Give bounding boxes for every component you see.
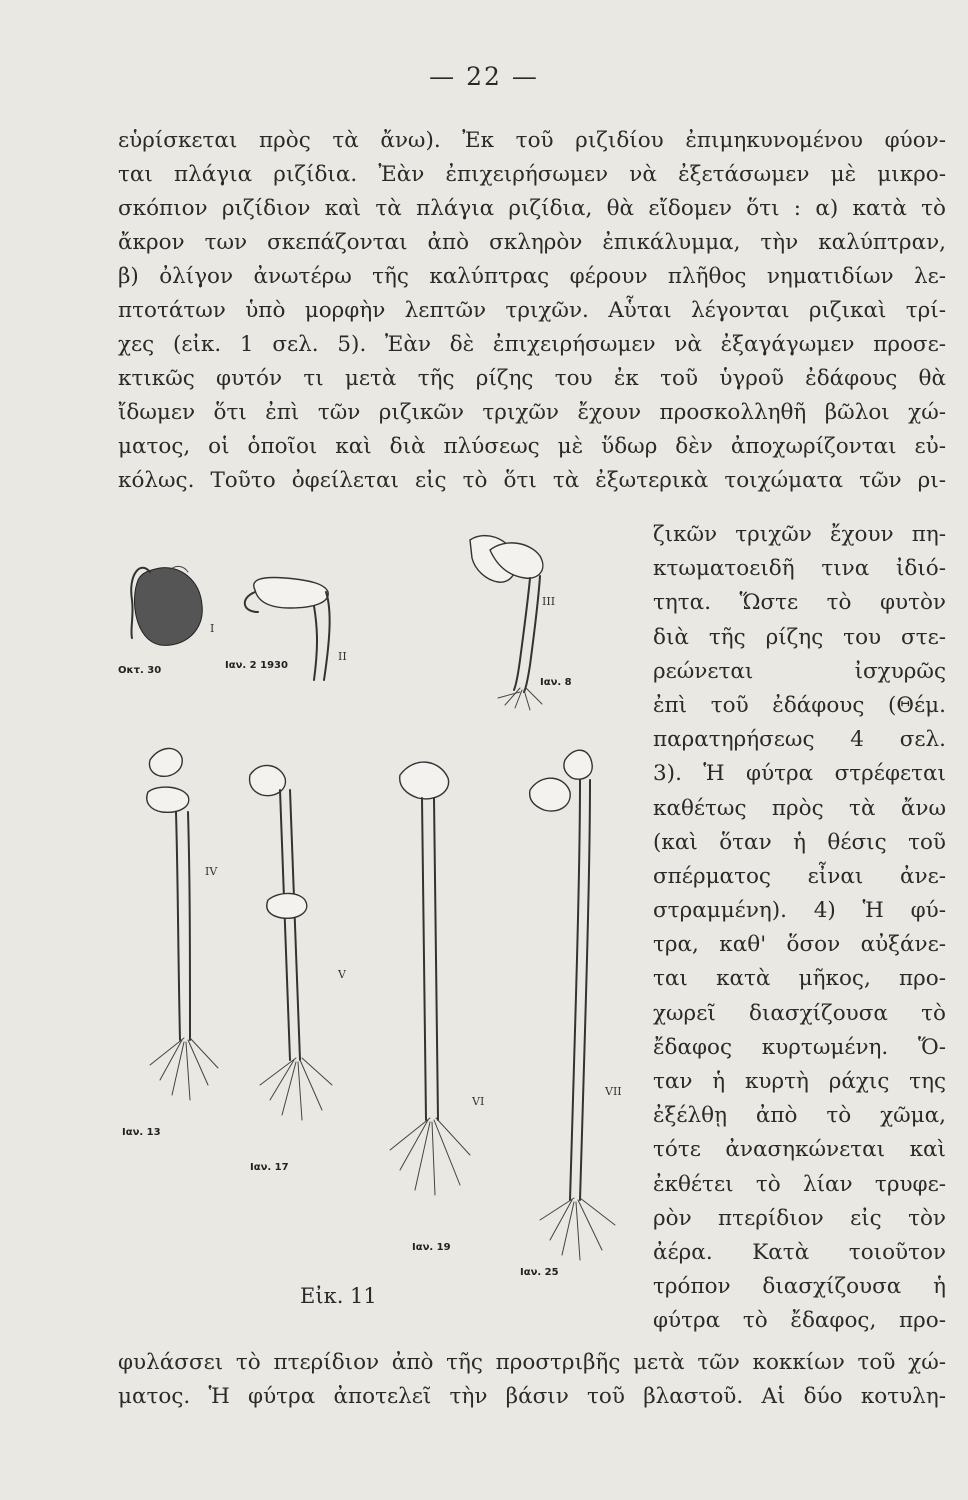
text-line: ρὸν πτερίδιον εἰς τὸν xyxy=(653,1205,946,1231)
text-line: ζικῶν τριχῶν ἔχουν πη- xyxy=(653,522,946,547)
top-paragraph xyxy=(118,124,946,498)
stage-label: III xyxy=(542,595,556,608)
text-line: β) ὀλίγον ἀνωτέρω τῆς καλύπτρας φέρουν πλῆθος νηματιδίων λε- xyxy=(118,264,946,289)
date-label: Ιαν. 17 xyxy=(250,1162,289,1173)
text-line: ματος, οἱ ὁποῖοι καὶ διὰ πλύσεως μὲ ὕδωρ δὲν ἀποχωρίζονται εὐ- xyxy=(118,434,946,459)
text-line: κτωματοειδῆ τινα ἰδιό- xyxy=(653,556,946,582)
text-line: εὑρίσκεται πρὸς τὰ ἄνω). Ἐκ τοῦ ριζιδίου ἐπιμηκυνομένου φύον- xyxy=(118,128,946,153)
text-line: (καὶ ὅταν ἡ θέσις τοῦ xyxy=(653,829,946,855)
text-line: τητα. Ὥστε τὸ φυτὸν xyxy=(653,590,946,616)
text-line: ἴδωμεν ὅτι ἐπὶ τῶν ριζικῶν τριχῶν ἔχουν προσκολληθῆ βῶλοι χώ- xyxy=(118,400,946,425)
page-number: — 22 — xyxy=(429,62,539,91)
text-line: φυλάσσει τὸ πτερίδιον ἀπὸ τῆς προστριβῆς μετὰ τῶν κοκκίων τοῦ χώ- xyxy=(118,1350,946,1375)
text-line: κόλως. Τοῦτο ὀφείλεται εἰς τὸ ὅτι τὰ ἐξωτερικὰ τοιχώματα τῶν ρι- xyxy=(118,468,946,493)
side-column-text xyxy=(653,518,946,1339)
text-line: χωρεῖ διασχίζουσα τὸ xyxy=(653,1000,946,1026)
date-label: Ιαν. 25 xyxy=(520,1267,559,1278)
stage-label: I xyxy=(210,622,215,635)
date-label: Ιαν. 13 xyxy=(122,1127,161,1138)
text-line: χες (εἰκ. 1 σελ. 5). Ἐὰν δὲ ἐπιχειρήσωμεν νὰ ἐξαγάγωμεν προσε- xyxy=(118,332,946,357)
figure-caption: Εἰκ. 11 xyxy=(300,1284,377,1308)
text-line: φύτρα τὸ ἔδαφος, προ- xyxy=(653,1308,946,1334)
seedling-stage-7 xyxy=(520,750,622,1278)
text-line: πτοτάτων ὑπὸ μορφὴν λεπτῶν τριχῶν. Αὗται λέγονται ριζικαὶ τρί- xyxy=(118,298,946,323)
seedling-figure xyxy=(110,520,635,1280)
text-line: ρεώνεται ἰσχυρῶς xyxy=(653,658,946,684)
stage-label: II xyxy=(338,650,347,663)
text-line: ἐκθέτει τὸ λίαν τρυφε- xyxy=(653,1171,946,1197)
text-line: σκόπιον ριζίδιον καὶ τὰ πλάγια ριζίδια, θὰ εἴδομεν ὅτι : α) κατὰ τὸ xyxy=(118,196,946,221)
text-line: τότε ἀνασηκώνεται καὶ xyxy=(653,1137,946,1163)
stage-label: IV xyxy=(205,865,218,878)
seedling-stage-6 xyxy=(390,762,484,1253)
stage-label: VII xyxy=(605,1085,622,1098)
text-line: σπέρματος εἶναι ἀνε- xyxy=(653,863,946,889)
seedling-stage-2 xyxy=(225,578,347,681)
text-line: 3). Ἡ φύτρα στρέφεται xyxy=(653,761,946,787)
text-line: ται πλάγια ριζίδια. Ἐὰν ἐπιχειρήσωμεν νὰ ἐξετάσωμεν μὲ μικρο- xyxy=(118,162,946,187)
text-line: καθέτως πρὸς τὰ ἄνω xyxy=(653,795,946,821)
text-line: ἔδαφος κυρτωμένη. Ὅ- xyxy=(653,1034,946,1060)
seedling-illustration xyxy=(110,520,635,1280)
text-line: ματος. Ἡ φύτρα ἀποτελεῖ τὴν βάσιν τοῦ βλαστοῦ. Αἱ δύο κοτυλη- xyxy=(118,1384,946,1409)
stage-label: V xyxy=(338,968,346,981)
seedling-stage-3 xyxy=(470,536,572,710)
text-line: στραμμένη). 4) Ἡ φύ- xyxy=(653,898,946,924)
text-line: ταν ἡ κυρτὴ ράχις της xyxy=(653,1069,946,1094)
text-line: ἐξέλθῃ ἀπὸ τὸ χῶμα, xyxy=(653,1103,946,1129)
text-line: παρατηρήσεως 4 σελ. xyxy=(653,727,946,753)
text-line: τρόπον διασχίζουσα ἡ xyxy=(653,1274,946,1300)
text-line: ἄκρον των σκεπάζονται ἀπὸ σκληρὸν ἐπικάλυμμα, τὴν καλύπτραν, xyxy=(118,230,946,255)
seedling-stage-5 xyxy=(250,765,347,1173)
date-label: Ιαν. 19 xyxy=(412,1242,451,1253)
text-line: τρα, καθ' ὅσον αὐξάνε- xyxy=(653,932,946,958)
seedling-stage-1 xyxy=(118,566,214,676)
text-line: διὰ τῆς ρίζης του στε- xyxy=(653,624,946,650)
date-label: Ιαν. 2 1930 xyxy=(225,660,288,671)
text-line: ται κατὰ μῆκος, προ- xyxy=(653,966,946,992)
text-line: κτικῶς φυτόν τι μετὰ τῆς ρίζης του ἐκ τοῦ ὑγροῦ ἐδάφους θὰ xyxy=(118,366,946,391)
date-label: Ιαν. 8 xyxy=(540,677,572,688)
date-label: Οκτ. 30 xyxy=(118,665,162,676)
seedling-stage-4 xyxy=(122,748,218,1138)
text-line: ἀέρα. Κατὰ τοιοῦτον xyxy=(653,1239,946,1265)
text-line: ἐπὶ τοῦ ἐδάφους (Θέμ. xyxy=(653,692,946,718)
bottom-paragraph xyxy=(118,1346,946,1414)
stage-label: VI xyxy=(472,1095,485,1108)
